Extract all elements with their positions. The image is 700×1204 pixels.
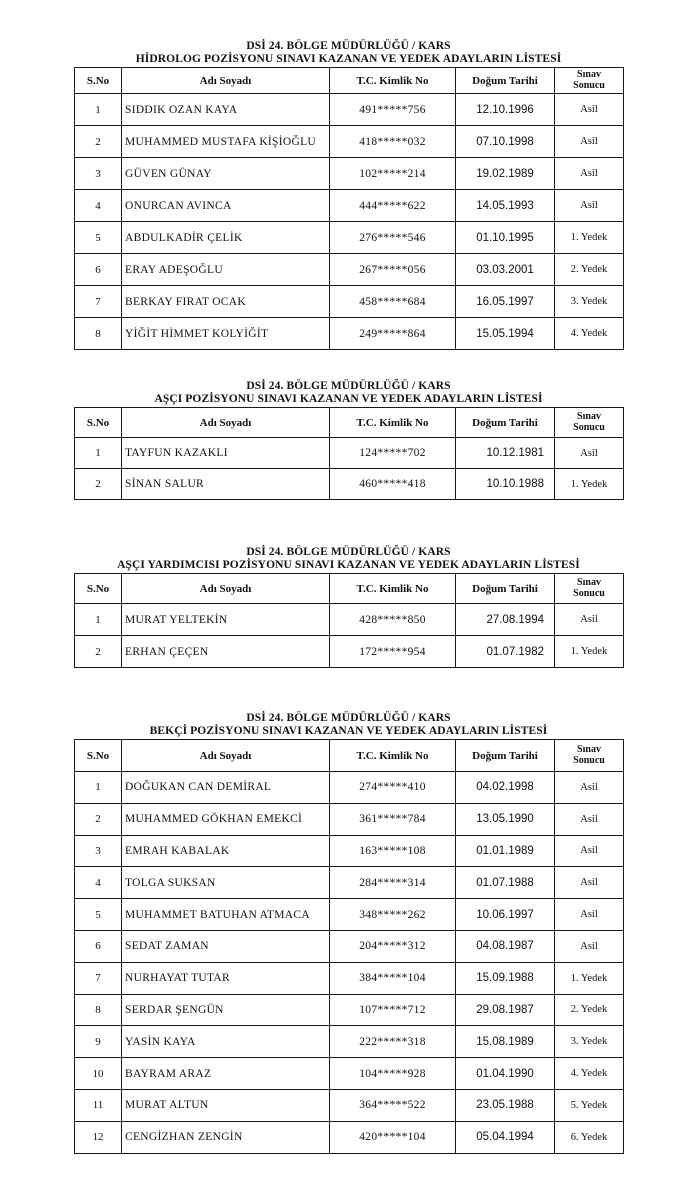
candidate-name: DOĞUKAN CAN DEMİRAL (122, 772, 330, 804)
header-result-line2: Sonucu (573, 79, 605, 91)
exam-result: Asil (555, 190, 624, 222)
table-row (75, 1058, 624, 1090)
header-result (555, 68, 624, 94)
candidate-name: NURHAYAT TUTAR (122, 962, 330, 994)
section-title-line1: DSİ 24. BÖLGE MÜDÜRLÜĞÜ / KARS (246, 380, 451, 392)
section-title-line2: BEKÇİ POZİSYONU SINAVI KAZANAN VE YEDEK ADAYLARIN LİSTESİ (149, 725, 548, 737)
exam-result: Asil (555, 438, 624, 469)
exam-result: 1. Yedek (555, 636, 624, 668)
exam-result: 2. Yedek (555, 254, 624, 286)
row-number: 5 (75, 899, 122, 931)
row-number: 1 (75, 604, 122, 636)
header-sno: S.No (75, 574, 122, 604)
candidate-table (74, 573, 624, 668)
candidate-name: MURAT YELTEKİN (122, 604, 330, 636)
table-row (75, 962, 624, 994)
exam-result: Asil (555, 803, 624, 835)
candidate-name: YİĞİT HİMMET KOLYİĞİT (122, 318, 330, 350)
candidate-list-section (74, 546, 623, 668)
tc-identity-number: 284*****314 (330, 867, 456, 899)
birth-date: 15.09.1988 (456, 962, 555, 994)
row-number: 6 (75, 930, 122, 962)
header-tc: T.C. Kimlik No (330, 574, 456, 604)
table-header-row (75, 740, 624, 772)
tc-identity-number: 222*****318 (330, 1026, 456, 1058)
candidate-table (74, 407, 624, 500)
exam-result: Asil (555, 835, 624, 867)
birth-date: 14.05.1993 (456, 190, 555, 222)
table-row (75, 867, 624, 899)
row-number: 1 (75, 94, 122, 126)
birth-date: 01.04.1990 (456, 1058, 555, 1090)
candidate-name: SEDAT ZAMAN (122, 930, 330, 962)
header-dob: Doğum Tarihi (456, 574, 555, 604)
header-tc: T.C. Kimlik No (330, 68, 456, 94)
header-result-line1: Sınav (577, 744, 601, 755)
row-number: 9 (75, 1026, 122, 1058)
header-result (555, 740, 624, 772)
table-row (75, 1026, 624, 1058)
tc-identity-number: 124*****702 (330, 438, 456, 469)
birth-date: 19.02.1989 (456, 158, 555, 190)
header-sno: S.No (75, 740, 122, 772)
birth-date: 12.10.1996 (456, 94, 555, 126)
row-number: 4 (75, 190, 122, 222)
table-row (75, 803, 624, 835)
exam-result: Asil (555, 867, 624, 899)
exam-result: 4. Yedek (555, 318, 624, 350)
birth-date: 01.07.1988 (456, 867, 555, 899)
header-dob: Doğum Tarihi (456, 740, 555, 772)
tc-identity-number: 276*****546 (330, 222, 456, 254)
exam-result: 1. Yedek (555, 962, 624, 994)
tc-identity-number: 163*****108 (330, 835, 456, 867)
birth-date: 05.04.1994 (456, 1121, 555, 1153)
candidate-name: ONURCAN AVINCA (122, 190, 330, 222)
tc-identity-number: 364*****522 (330, 1089, 456, 1121)
table-row (75, 94, 624, 126)
header-sno: S.No (75, 68, 122, 94)
table-row (75, 254, 624, 286)
row-number: 3 (75, 158, 122, 190)
tc-identity-number: 249*****864 (330, 318, 456, 350)
tc-identity-number: 172*****954 (330, 636, 456, 668)
tc-identity-number: 384*****104 (330, 962, 456, 994)
candidate-name: MURAT ALTUN (122, 1089, 330, 1121)
candidate-name: BERKAY FIRAT OCAK (122, 286, 330, 318)
section-title-line2: HİDROLOG POZİSYONU SINAVI KAZANAN VE YEDEK ADAYLARIN LİSTESİ (135, 53, 562, 65)
row-number: 7 (75, 962, 122, 994)
candidate-name: SIDDIK OZAN KAYA (122, 94, 330, 126)
table-row (75, 636, 624, 668)
row-number: 8 (75, 318, 122, 350)
birth-date: 16.05.1997 (456, 286, 555, 318)
candidate-name: TOLGA SUKSAN (122, 867, 330, 899)
header-result-line2: Sonucu (573, 587, 605, 599)
candidate-name: MUHAMMED MUSTAFA KİŞİOĞLU (122, 126, 330, 158)
birth-date: 29.08.1987 (456, 994, 555, 1026)
birth-date: 10.06.1997 (456, 899, 555, 931)
tc-identity-number: 348*****262 (330, 899, 456, 931)
table-row (75, 930, 624, 962)
table-row (75, 438, 624, 469)
candidate-name: SİNAN SALUR (122, 469, 330, 500)
table-row (75, 1089, 624, 1121)
candidate-name: YASİN KAYA (122, 1026, 330, 1058)
table-row (75, 158, 624, 190)
row-number: 1 (75, 772, 122, 804)
header-tc: T.C. Kimlik No (330, 740, 456, 772)
candidate-name: BAYRAM ARAZ (122, 1058, 330, 1090)
birth-date: 27.08.1994 (456, 604, 555, 636)
exam-result: 6. Yedek (555, 1121, 624, 1153)
row-number: 4 (75, 867, 122, 899)
exam-result: 3. Yedek (555, 1026, 624, 1058)
exam-result: 1. Yedek (555, 222, 624, 254)
birth-date: 01.01.1989 (456, 835, 555, 867)
tc-identity-number: 104*****928 (330, 1058, 456, 1090)
candidate-name: SERDAR ŞENGÜN (122, 994, 330, 1026)
tc-identity-number: 274*****410 (330, 772, 456, 804)
exam-result: Asil (555, 899, 624, 931)
exam-result: 4. Yedek (555, 1058, 624, 1090)
header-name: Adı Soyadı (122, 68, 330, 94)
birth-date: 01.07.1982 (456, 636, 555, 668)
tc-identity-number: 107*****712 (330, 994, 456, 1026)
header-sno: S.No (75, 408, 122, 438)
row-number: 2 (75, 636, 122, 668)
birth-date: 03.03.2001 (456, 254, 555, 286)
tc-identity-number: 491*****756 (330, 94, 456, 126)
table-row (75, 126, 624, 158)
tc-identity-number: 428*****850 (330, 604, 456, 636)
birth-date: 04.02.1998 (456, 772, 555, 804)
candidate-list-section (74, 380, 623, 500)
header-dob: Doğum Tarihi (456, 68, 555, 94)
table-row (75, 1121, 624, 1153)
row-number: 5 (75, 222, 122, 254)
table-row (75, 772, 624, 804)
candidate-name: MUHAMMET BATUHAN ATMACA (122, 899, 330, 931)
candidate-name: CENGİZHAN ZENGİN (122, 1121, 330, 1153)
header-name: Adı Soyadı (122, 408, 330, 438)
tc-identity-number: 361*****784 (330, 803, 456, 835)
table-row (75, 190, 624, 222)
header-dob: Doğum Tarihi (456, 408, 555, 438)
header-result-line2: Sonucu (573, 421, 605, 433)
table-row (75, 604, 624, 636)
table-row (75, 835, 624, 867)
table-row (75, 469, 624, 500)
candidate-name: ERHAN ÇEÇEN (122, 636, 330, 668)
section-title-line1: DSİ 24. BÖLGE MÜDÜRLÜĞÜ / KARS (246, 712, 451, 724)
candidate-name: ABDULKADİR ÇELİK (122, 222, 330, 254)
birth-date: 01.10.1995 (456, 222, 555, 254)
exam-result: Asil (555, 604, 624, 636)
row-number: 2 (75, 126, 122, 158)
header-name: Adı Soyadı (122, 574, 330, 604)
exam-result: 5. Yedek (555, 1089, 624, 1121)
header-result-line1: Sınav (577, 577, 601, 588)
tc-identity-number: 267*****056 (330, 254, 456, 286)
birth-date: 13.05.1990 (456, 803, 555, 835)
tc-identity-number: 204*****312 (330, 930, 456, 962)
birth-date: 07.10.1998 (456, 126, 555, 158)
table-header-row (75, 574, 624, 604)
row-number: 11 (75, 1089, 122, 1121)
header-result-line1: Sınav (577, 411, 601, 422)
candidate-list-section (74, 712, 623, 1154)
tc-identity-number: 418*****032 (330, 126, 456, 158)
row-number: 8 (75, 994, 122, 1026)
exam-result: 1. Yedek (555, 469, 624, 500)
candidate-name: EMRAH KABALAK (122, 835, 330, 867)
header-result (555, 408, 624, 438)
section-title-line2: AŞÇI POZİSYONU SINAVI KAZANAN VE YEDEK ADAYLARIN LİSTESİ (154, 393, 543, 405)
candidate-name: ERAY ADEŞOĞLU (122, 254, 330, 286)
header-result (555, 574, 624, 604)
table-row (75, 318, 624, 350)
exam-result: Asil (555, 126, 624, 158)
candidate-name: GÜVEN GÜNAY (122, 158, 330, 190)
birth-date: 04.08.1987 (456, 930, 555, 962)
birth-date: 23.05.1988 (456, 1089, 555, 1121)
row-number: 3 (75, 835, 122, 867)
header-tc: T.C. Kimlik No (330, 408, 456, 438)
table-row (75, 286, 624, 318)
birth-date: 15.08.1989 (456, 1026, 555, 1058)
tc-identity-number: 420*****104 (330, 1121, 456, 1153)
tc-identity-number: 458*****684 (330, 286, 456, 318)
table-row (75, 899, 624, 931)
row-number: 2 (75, 803, 122, 835)
header-result-line1: Sınav (577, 69, 601, 80)
row-number: 10 (75, 1058, 122, 1090)
table-header-row (75, 408, 624, 438)
birth-date: 15.05.1994 (456, 318, 555, 350)
candidate-table (74, 739, 624, 1154)
row-number: 6 (75, 254, 122, 286)
candidate-table (74, 67, 624, 350)
table-header-row (75, 68, 624, 94)
row-number: 7 (75, 286, 122, 318)
header-result-line2: Sonucu (573, 754, 605, 766)
table-row (75, 994, 624, 1026)
row-number: 2 (75, 469, 122, 500)
candidate-name: TAYFUN KAZAKLI (122, 438, 330, 469)
tc-identity-number: 460*****418 (330, 469, 456, 500)
section-title-line1: DSİ 24. BÖLGE MÜDÜRLÜĞÜ / KARS (246, 40, 451, 52)
candidate-list-section (74, 40, 623, 350)
exam-result: Asil (555, 158, 624, 190)
birth-date: 10.12.1981 (456, 438, 555, 469)
exam-result: 3. Yedek (555, 286, 624, 318)
birth-date: 10.10.1988 (456, 469, 555, 500)
exam-result: Asil (555, 930, 624, 962)
row-number: 12 (75, 1121, 122, 1153)
exam-result: Asil (555, 772, 624, 804)
tc-identity-number: 102*****214 (330, 158, 456, 190)
section-title-line1: DSİ 24. BÖLGE MÜDÜRLÜĞÜ / KARS (246, 546, 451, 558)
table-row (75, 222, 624, 254)
row-number: 1 (75, 438, 122, 469)
header-name: Adı Soyadı (122, 740, 330, 772)
tc-identity-number: 444*****622 (330, 190, 456, 222)
exam-result: 2. Yedek (555, 994, 624, 1026)
exam-result: Asil (555, 94, 624, 126)
section-title-line2: AŞÇI YARDIMCISI POZİSYONU SINAVI KAZANAN VE YEDEK ADAYLARIN LİSTESİ (117, 559, 580, 571)
candidate-name: MUHAMMED GÖKHAN EMEKCİ (122, 803, 330, 835)
